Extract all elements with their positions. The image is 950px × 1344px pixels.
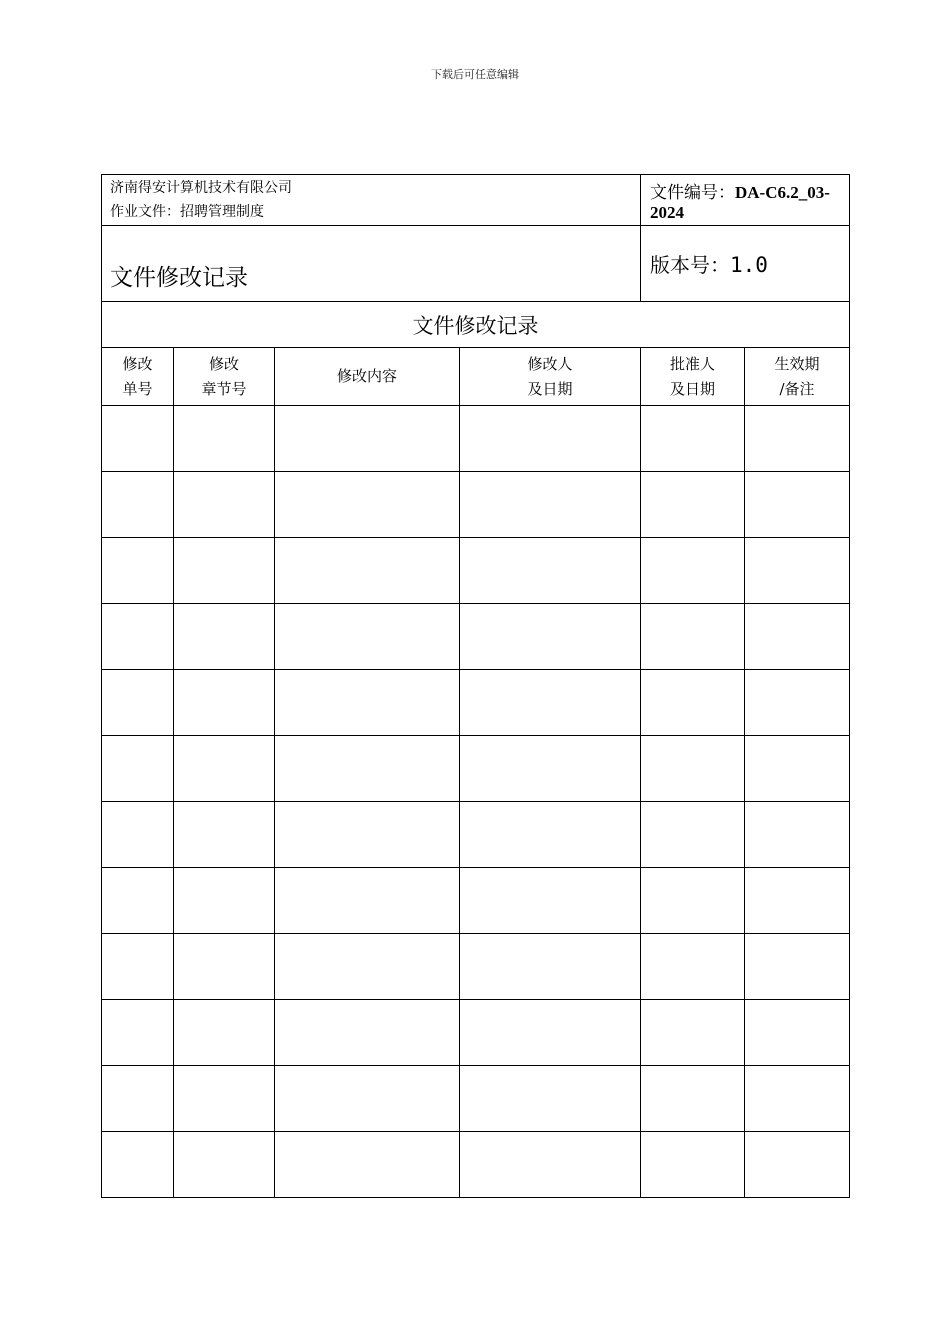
table-cell xyxy=(460,472,641,538)
table-cell xyxy=(174,670,275,736)
table-cell xyxy=(745,538,850,604)
table-cell xyxy=(174,736,275,802)
column-header-row xyxy=(102,348,850,406)
table-row xyxy=(102,1066,850,1132)
table-cell xyxy=(102,1066,174,1132)
company-info-cell xyxy=(102,175,641,226)
table-cell xyxy=(745,472,850,538)
table-row xyxy=(102,406,850,472)
table-cell xyxy=(460,1000,641,1066)
table-cell xyxy=(641,406,745,472)
table-cell xyxy=(174,1132,275,1198)
table-cell xyxy=(745,934,850,1000)
column-header-approver: 批准人 及日期 xyxy=(641,348,745,406)
table-row xyxy=(102,538,850,604)
doc-number-label: 文件编号： xyxy=(650,182,735,203)
table-cell xyxy=(174,1000,275,1066)
table-cell xyxy=(745,604,850,670)
table-cell xyxy=(641,802,745,868)
table-cell xyxy=(460,670,641,736)
table-cell xyxy=(641,934,745,1000)
section-title: 文件修改记录 xyxy=(102,302,850,348)
table-cell xyxy=(460,868,641,934)
table-cell xyxy=(745,802,850,868)
table-cell xyxy=(102,736,174,802)
table-row xyxy=(102,1132,850,1198)
table-cell xyxy=(745,1000,850,1066)
table-row xyxy=(102,472,850,538)
table-cell xyxy=(102,1000,174,1066)
company-name: 济南得安计算机技术有限公司 xyxy=(110,180,292,196)
table-cell xyxy=(102,802,174,868)
table-cell xyxy=(460,934,641,1000)
header-row-company xyxy=(102,175,850,226)
table-cell xyxy=(460,1132,641,1198)
table-cell xyxy=(174,802,275,868)
table-cell xyxy=(275,868,460,934)
table-cell xyxy=(102,934,174,1000)
table-cell xyxy=(275,406,460,472)
table-cell xyxy=(174,868,275,934)
table-cell xyxy=(174,1066,275,1132)
table-cell xyxy=(641,538,745,604)
table-cell xyxy=(745,406,850,472)
table-cell xyxy=(275,1000,460,1066)
table-cell xyxy=(275,802,460,868)
table-cell xyxy=(102,538,174,604)
table-cell xyxy=(641,736,745,802)
table-row xyxy=(102,1000,850,1066)
column-header-effective: 生效期 /备注 xyxy=(745,348,850,406)
table-row xyxy=(102,736,850,802)
table-cell xyxy=(460,538,641,604)
table-cell xyxy=(641,1132,745,1198)
section-title-row xyxy=(102,302,850,348)
table-cell xyxy=(641,604,745,670)
document-title: 文件修改记录 xyxy=(110,265,248,291)
table-row xyxy=(102,604,850,670)
doc-number-value: DA-C6.2_03-2024 xyxy=(650,182,830,222)
table-cell xyxy=(174,406,275,472)
table-cell xyxy=(460,736,641,802)
table-cell xyxy=(102,604,174,670)
table-cell xyxy=(460,802,641,868)
table-cell xyxy=(641,472,745,538)
table-row xyxy=(102,670,850,736)
table-cell xyxy=(745,670,850,736)
table-cell xyxy=(641,670,745,736)
table-cell xyxy=(275,736,460,802)
table-cell xyxy=(745,868,850,934)
table-cell xyxy=(275,1132,460,1198)
table-row xyxy=(102,802,850,868)
table-cell xyxy=(641,868,745,934)
table-cell xyxy=(102,472,174,538)
column-header-content: 修改内容 xyxy=(275,348,460,406)
column-header-section-no: 修改 章节号 xyxy=(174,348,275,406)
table-cell xyxy=(275,1066,460,1132)
table-cell xyxy=(275,538,460,604)
version-cell xyxy=(641,226,850,302)
column-header-modifier: 修改人 及日期 xyxy=(460,348,641,406)
page-header-note: 下载后可任意编辑 xyxy=(431,68,519,81)
table-cell xyxy=(102,406,174,472)
version-label: 版本号： xyxy=(650,253,730,277)
table-row xyxy=(102,934,850,1000)
table-cell xyxy=(745,1066,850,1132)
table-cell xyxy=(460,1066,641,1132)
table-cell xyxy=(641,1066,745,1132)
doc-number-cell xyxy=(641,175,850,226)
table-cell xyxy=(641,1000,745,1066)
table-cell xyxy=(460,406,641,472)
header-row-title xyxy=(102,226,850,302)
table-cell xyxy=(102,868,174,934)
table-cell xyxy=(275,604,460,670)
table-cell xyxy=(174,604,275,670)
table-cell xyxy=(745,1132,850,1198)
table-cell xyxy=(275,472,460,538)
table-cell xyxy=(102,1132,174,1198)
table-cell xyxy=(745,736,850,802)
table-cell xyxy=(275,670,460,736)
table-cell xyxy=(102,670,174,736)
table-cell xyxy=(174,934,275,1000)
work-document-name: 作业文件：招聘管理制度 xyxy=(110,204,264,220)
table-cell xyxy=(174,538,275,604)
table-row xyxy=(102,868,850,934)
column-header-order-no: 修改 单号 xyxy=(102,348,174,406)
revision-record-table xyxy=(101,174,850,1198)
document-title-cell xyxy=(102,226,641,302)
version-value: 1.0 xyxy=(730,253,768,277)
table-cell xyxy=(460,604,641,670)
table-cell xyxy=(275,934,460,1000)
table-cell xyxy=(174,472,275,538)
